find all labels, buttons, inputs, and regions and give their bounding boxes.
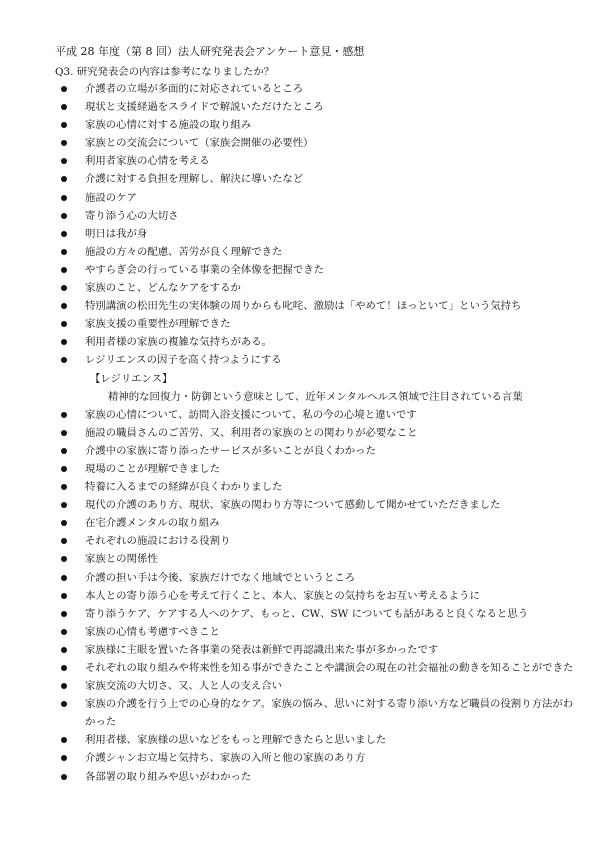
bullet-icon: [61, 158, 67, 164]
list-item: レジリエンスの因子を高く持つようにする: [60, 351, 580, 369]
bullet-icon: [61, 321, 67, 327]
bullet-icon: [61, 176, 67, 182]
document-title: 平成 28 年度（第 8 回）法人研究発表会アンケート意見・感想: [55, 45, 365, 58]
bullet-icon: [61, 339, 67, 345]
bullet-icon: [61, 213, 67, 219]
list-item: 寄り添う心の大切さ: [60, 207, 580, 225]
bullet-icon: [61, 267, 67, 273]
bullet-icon: [61, 285, 67, 291]
bullet-icon: [61, 466, 67, 472]
list-item: 在宅介護メンタルの取り組み: [60, 514, 580, 532]
bullet-icon: [61, 774, 67, 780]
list-item: 現代の介護のあり方、現状、家族の関わり方等について感動して聞かせていただきました: [60, 496, 580, 514]
bullet-icon: [61, 86, 67, 92]
note-body: 精神的な回復力・防御という意味として、近年メンタルヘルス領域で注目されている言葉: [108, 390, 523, 403]
bullet-icon: [61, 701, 67, 707]
bullet-icon: [61, 611, 67, 617]
list-item: 現状と支援経過をスライドで解説いただけたところ: [60, 98, 580, 116]
bullet-icon: [61, 538, 67, 544]
bullet-icon: [61, 556, 67, 562]
bullet-icon: [61, 104, 67, 110]
bullet-icon: [61, 629, 67, 635]
bullet-icon: [61, 737, 67, 743]
list-item: 施設の職員さんのご苦労、又、利用者の家族のとの関わりが必要なこと: [60, 424, 580, 442]
response-list: [60, 80, 580, 786]
list-item: 介護者の立場が多面的に対応されているところ: [60, 80, 580, 98]
list-item: 利用者家族の心情を考える: [60, 152, 580, 170]
bullet-icon: [61, 122, 67, 128]
list-item: 家族の心情に対する施設の取り組み: [60, 116, 580, 134]
list-item: 家族交流の大切さ、又、人と人の支え合い: [60, 677, 580, 695]
bullet-icon: [61, 484, 67, 490]
list-item: やすらぎ会の行っている事業の全体像を把握できた: [60, 261, 580, 279]
question-heading: Q3. 研究発表会の内容は参考になりましたか？: [55, 66, 275, 78]
bullet-icon: [61, 593, 67, 599]
list-item: 介護に対する負担を理解し、解決に導いたなど: [60, 170, 580, 188]
list-item: それぞれの施設における役割り: [60, 532, 580, 550]
list-item: 家族の介護を行う上での心身的なケア。家族の悩み、思いに対する寄り添い方など職員の役割り方法がわかった: [60, 695, 580, 731]
list-item: 各部署の取り組みや思いがわかった: [60, 768, 580, 786]
list-item: それぞれの取り組みや将来性を知る事ができたことや講演会の現在の社会福祉の動きを知ることができた: [60, 659, 580, 677]
list-item: 家族様に主眼を置いた各事業の発表は新鮮で再認識出来た事が多かったです: [60, 641, 580, 659]
bullet-icon: [61, 303, 67, 309]
bullet-icon: [61, 249, 67, 255]
list-item: 家族の心情も考慮すべきこと: [60, 623, 580, 641]
bullet-icon: [61, 412, 67, 418]
list-item: 特養に入るまでの経緯が良くわかりました: [60, 478, 580, 496]
bullet-icon: [61, 231, 67, 237]
list-item: 利用者様、家族様の思いなどをもっと理解できたらと思いました: [60, 731, 580, 749]
bullet-icon: [61, 683, 67, 689]
bullet-icon: [61, 502, 67, 508]
list-item: 介護の担い手は今後、家族だけでなく地域でというところ: [60, 569, 580, 587]
bullet-icon: [61, 430, 67, 436]
list-item: 家族のこと、どんなケアをするか: [60, 279, 580, 297]
list-item: 現場のことが理解できました: [60, 460, 580, 478]
list-item: 介護中の家族に寄り添ったサービスが多いことが良くわかった: [60, 442, 580, 460]
list-item: 施設のケア: [60, 189, 580, 207]
bullet-icon: [61, 195, 67, 201]
list-item: 本人との寄り添う心を考えて行くこと、本人、家族との気持ちをお互い考えるように: [60, 587, 580, 605]
note-heading: 【レジリエンス】: [90, 372, 173, 385]
bullet-icon: [61, 665, 67, 671]
bullet-icon: [61, 755, 67, 761]
bullet-icon: [61, 520, 67, 526]
list-item: 明日は我が身: [60, 225, 580, 243]
bullet-icon: [61, 575, 67, 581]
list-item: 特別講演の松田先生の実体験の周りからも叱咤、激励は「やめて！ほっといて」という気持ち: [60, 297, 580, 315]
list-item: 家族との関係性: [60, 550, 580, 568]
bullet-icon: [61, 647, 67, 653]
bullet-icon: [61, 448, 67, 454]
list-item: 家族との交流会について（家族会開催の必要性）: [60, 134, 580, 152]
list-item: 施設の方々の配慮、苦労が良く理解できた: [60, 243, 580, 261]
list-item: 家族の心情について、訪問入浴支援について、私の今の心境と違いです: [60, 406, 580, 424]
list-item: 利用者様の家族の複雑な気持ちがある。: [60, 333, 580, 351]
list-item: 介護シャンお立場と気持ち、家族の入所と他の家族のあり方: [60, 749, 580, 767]
bullet-icon: [61, 140, 67, 146]
list-item: 家族支援の重要性が理解できた: [60, 315, 580, 333]
list-item: 寄り添うケア、ケアする人へのケア、もっと、CW、SW についても話があると良くなると思う: [60, 605, 580, 623]
bullet-icon: [61, 357, 67, 363]
